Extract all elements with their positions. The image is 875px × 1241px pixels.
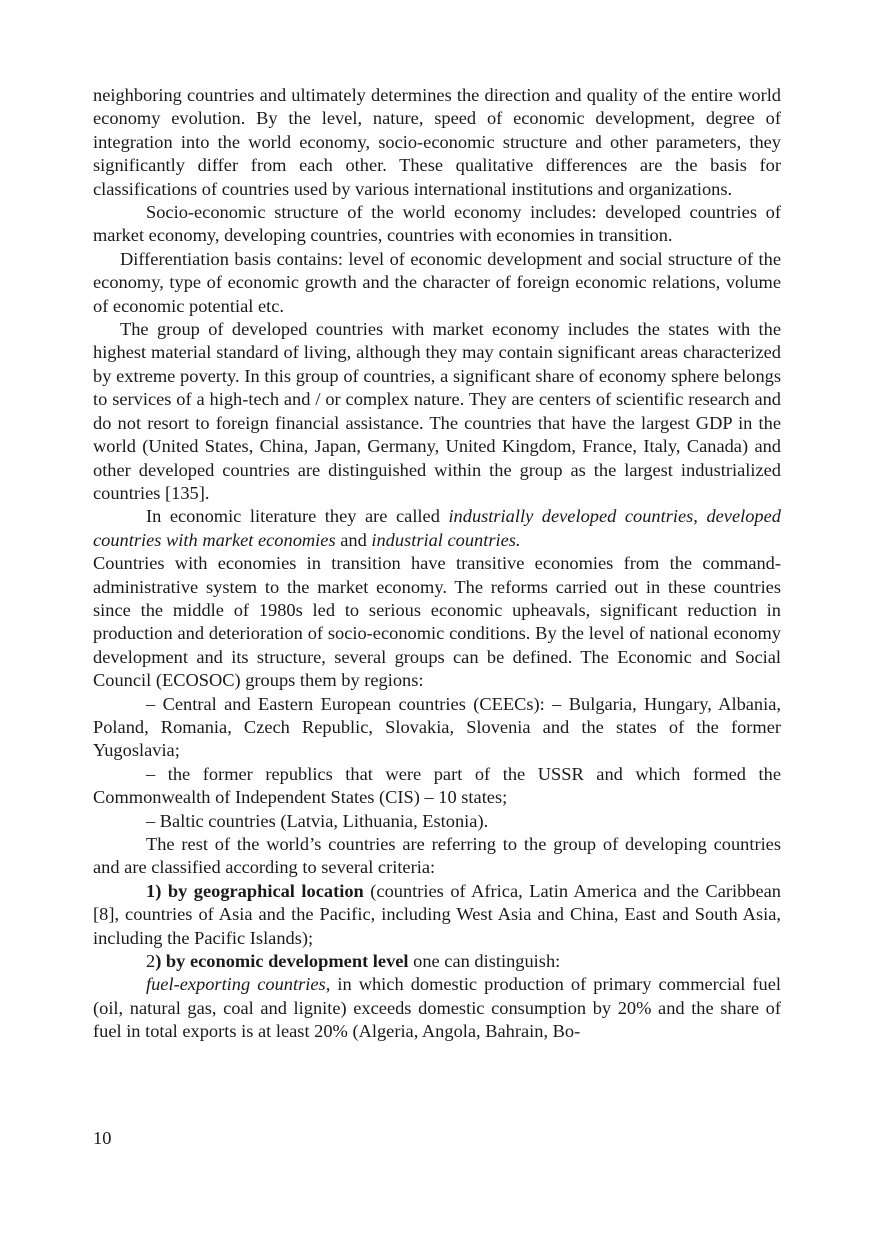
paragraph-intro-continuation: neighboring countries and ultimately determines the direction and quality of the entire world economy evolution. By the level, nature, speed of economic development, degree of integration into the world economy, socio-economic structure and other parameters, they significantly differ from each other. These qualitative differences are the basis for classifications of countries used by various international institutions and organizations. [93, 85, 781, 199]
criterion-geographical-location [93, 880, 781, 950]
page-body [93, 84, 781, 1044]
paragraph-developing-countries: The rest of the world’s countries are referring to the group of developing countries and are classified according to several criteria: [93, 834, 781, 878]
list-item-baltic: – Baltic countries (Latvia, Lithuania, Estonia). [146, 810, 489, 831]
italic-term: fuel-exporting countries [146, 974, 326, 995]
list-item-cis: – the former republics that were part of the USSR and which formed the Commonwealth of Independent States (CIS) – 10 states; [93, 763, 781, 808]
paragraph-developed-countries: The group of developed countries with market economy includes the states with the highest material standard of living, although they may contain significant areas characterized by extreme poverty. In this group of countries, a significant share of economy sphere belongs to services of a high-tech and / or complex nature. They are centers of scientific research and do not resort to foreign financial assistance. The countries that have the largest GDP in the world (United States, China, Japan, Germany, United Kingdom, France, Italy, Canada) and other developed countries are distinguished within the group as the largest industrialized countries [135]. [93, 319, 781, 503]
text-span: 2 [146, 951, 156, 972]
italic-term: industrially developed countries, developed countries with market economies [93, 506, 781, 550]
bold-heading: 1) by geographical location [146, 880, 364, 901]
list-item-ceecs: – Central and Eastern European countries (CEECs): – Bulgaria, Hungary, Albania, Poland, Romania, Czech Republic, Slovakia, Slovenia and the states of the former Yugoslavia; [93, 693, 781, 761]
italic-term: industrial countries. [371, 529, 521, 550]
text-span: , in which domestic production of primary commercial fuel (oil, natural gas, coal and lignite) exceeds domestic consumption by 20% and the share of fuel in total exports is at least 20% (Algeria, Angola, Bahrain, Bo- [93, 974, 781, 1042]
paragraph-transition-economies: Countries with economies in transition have transitive economies from the command-administrative system to the market economy. The reforms carried out in these countries since the middle of 1980s led to serious economic upheavals, significant reduction in production and deterioration of socio-economic conditions. By the level of national economy development and its structure, several groups can be defined. The Economic and Social Council (ECOSOC) groups them by regions: [93, 553, 781, 691]
text-span: one can distinguish: [408, 951, 561, 972]
paragraph-differentiation-basis: Differentiation basis contains: level of economic development and social structure of the economy, type of economic growth and the character of foreign economic relations, volume of economic potential etc. [93, 248, 781, 316]
text-span: and [335, 529, 372, 550]
text-span: In economic literature they are called [146, 506, 449, 527]
page-number: 10 [93, 1128, 112, 1148]
paragraph-economic-literature [93, 505, 781, 552]
paragraph-socio-economic-structure: Socio-economic structure of the world economy includes: developed countries of market economy, developing countries, countries with economies in transition. [93, 202, 781, 246]
paragraph-fuel-exporting [93, 973, 781, 1043]
criterion-economic-development [93, 950, 781, 973]
text-span: (countries of Africa, Latin America and the Caribbean [8], countries of Asia and the Pacific, including West Asia and China, East and South Asia, including the Pacific Islands); [93, 880, 781, 948]
bold-heading: ) by economic development level [155, 951, 409, 972]
